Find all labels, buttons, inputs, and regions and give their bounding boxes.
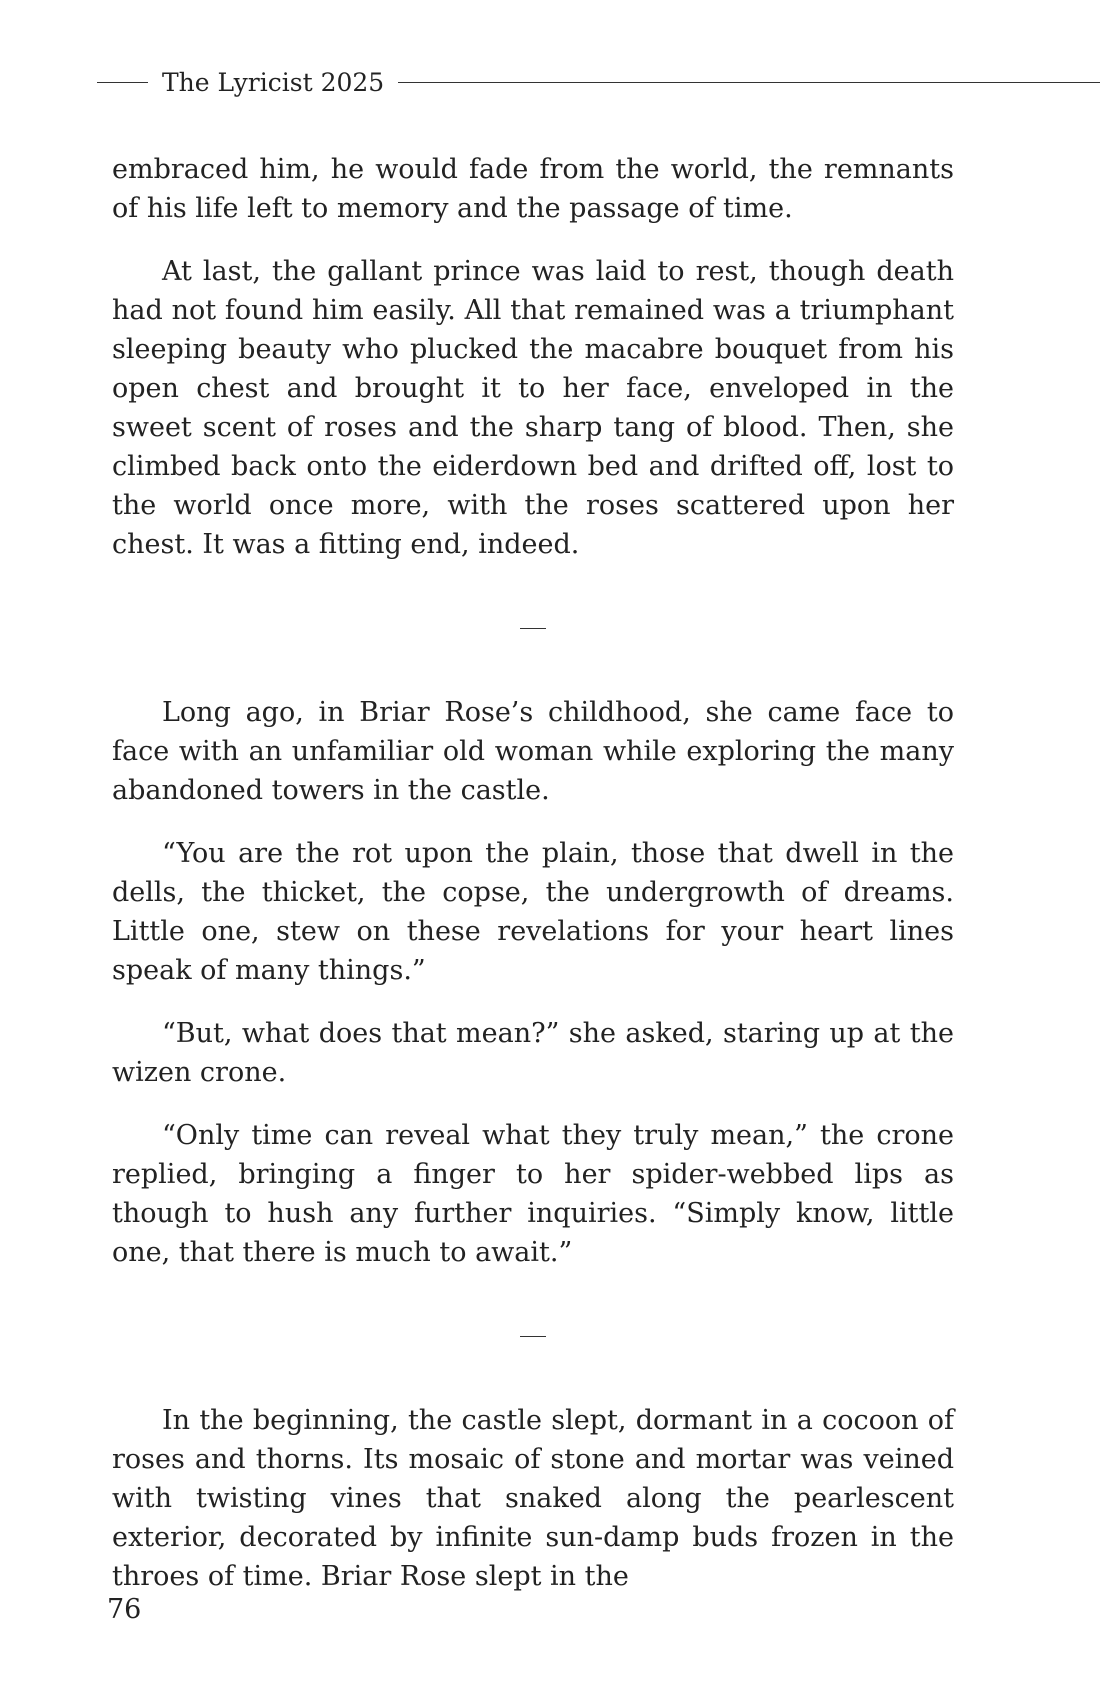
paragraph: At last, the gallant prince was laid to rest, though death had not found him easily. All that remained was a triumphant sleeping beauty who plucked the macabre bouquet from his open chest and brought it to her face, enveloped in the sweet scent of roses and the sharp tang of blood. Then, she climbed back onto the eiderdown bed and drifted off, lost to the world once more, with the roses scattered upon her chest. It was a fitting end, indeed. [112, 256, 954, 560]
header-rule-right [398, 82, 1100, 83]
section-break [112, 564, 954, 693]
section-break-dash [520, 1336, 546, 1337]
page-body [112, 150, 954, 1596]
section-break [112, 1272, 954, 1401]
running-header [97, 62, 1100, 102]
paragraph: “You are the rot upon the plain, those that dwell in the dells, the thicket, the copse, the undergrowth of dreams. Little one, stew on these revelations for your heart lines speak of many things.” [112, 838, 954, 986]
header-title: The Lyricist 2025 [162, 67, 385, 97]
paragraph: Long ago, in Briar Rose’s childhood, she came face to face with an unfamiliar old woman while exploring the many abandoned towers in the castle. [112, 697, 954, 806]
section-break-dash [520, 628, 546, 629]
paragraph-continued: embraced him, he would fade from the world, the remnants of his life left to memory and the passage of time. [112, 154, 954, 224]
header-rule-left [97, 82, 148, 83]
paragraph: “But, what does that mean?” she asked, staring up at the wizen crone. [112, 1018, 954, 1088]
page-number: 76 [107, 1594, 142, 1625]
paragraph: In the beginning, the castle slept, dormant in a cocoon of roses and thorns. Its mosaic of stone and mortar was veined with twisting vines that snaked along the pearlescent exterior, decorated by infinite sun-damp buds frozen in the throes of time. Briar Rose slept in the [112, 1405, 954, 1592]
paragraph: “Only time can reveal what they truly mean,” the crone replied, bringing a finger to her spider-webbed lips as though to hush any further inquiries. “Simply know, little one, that there is much to await.” [112, 1120, 954, 1268]
